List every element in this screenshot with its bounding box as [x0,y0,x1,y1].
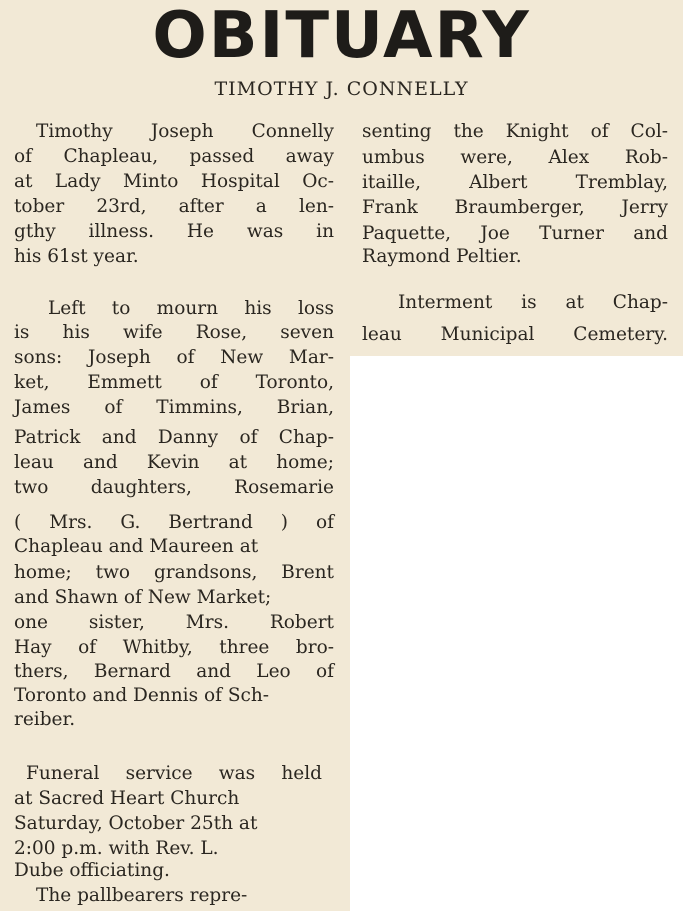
text-line: Interment is at Chap- [398,292,668,313]
obituary-name: TIMOTHY J. CONNELLY [214,78,469,100]
text-line: Timothy Joseph Connelly [36,121,334,142]
text-line: Frank Braumberger, Jerry [362,197,668,218]
text-line: at Lady Minto Hospital Oc- [14,171,334,192]
text-line: Hay of Whitby, three bro- [14,637,334,658]
text-line: Toronto and Dennis of Sch- [14,685,270,706]
page-title: OBITUARY [152,0,531,73]
text-line: James of Timmins, Brian, [14,397,334,418]
text-line: leau Municipal Cemetery. [362,324,668,345]
text-line: Funeral service was held [26,763,322,784]
text-line: one sister, Mrs. Robert [14,612,334,633]
text-line: gthy illness. He was in [14,221,334,242]
text-line: home; two grandsons, Brent [14,562,334,583]
text-line: Paquette, Joe Turner and [362,223,668,244]
text-line: itaille, Albert Tremblay, [362,172,668,193]
text-line: of Chapleau, passed away [14,146,334,167]
text-line: sons: Joseph of New Mar- [14,347,334,368]
text-line: and Shawn of New Market; [14,587,272,608]
text-line: leau and Kevin at home; [14,452,334,473]
text-line: Left to mourn his loss [48,298,334,319]
text-line: reiber. [14,709,76,730]
text-line: Dube officiating. [14,860,170,881]
text-line: two daughters, Rosemarie [14,477,334,498]
text-line: umbus were, Alex Rob- [362,147,668,168]
text-line: Chapleau and Maureen at [14,536,259,557]
text-line: ket, Emmett of Toronto, [14,372,334,393]
text-line: Raymond Peltier. [362,246,522,267]
text-line: senting the Knight of Col- [362,121,668,142]
text-line: ( Mrs. G. Bertrand ) of [14,512,334,533]
text-line: Patrick and Danny of Chap- [14,427,334,448]
text-line: at Sacred Heart Church [14,788,240,809]
text-line: is his wife Rose, seven [14,322,334,343]
text-line: tober 23rd, after a len- [14,196,334,217]
text-line: The pallbearers repre- [36,885,248,906]
text-line: his 61st year. [14,246,139,267]
text-line: Saturday, October 25th at [14,813,258,834]
text-line: 2:00 p.m. with Rev. L. [14,838,219,859]
text-line: thers, Bernard and Leo of [14,661,334,682]
